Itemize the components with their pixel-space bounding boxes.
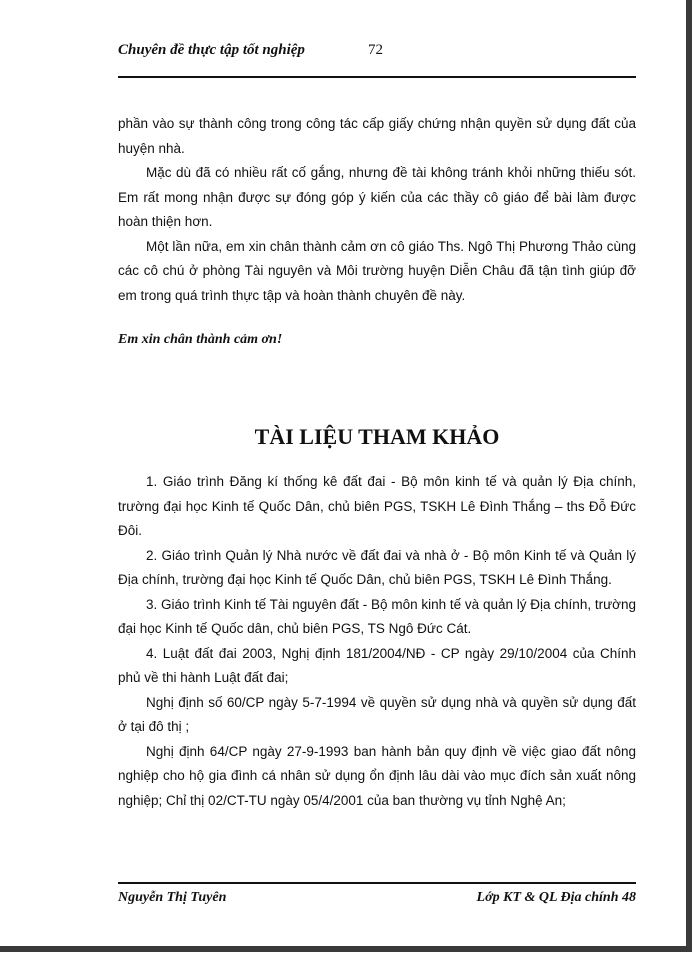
references-list — [118, 470, 636, 813]
intro-text — [118, 112, 636, 308]
reference-item: 2. Giáo trình Quản lý Nhà nước về đất đai và nhà ở - Bộ môn Kinh tế và Quản lý Địa chính, trường đại học Kinh tế Quốc Dân, chủ biên PGS, TSKH Lê Đình Thắng. — [118, 547, 636, 587]
page-footer — [118, 882, 636, 905]
references-title: TÀI LIỆU THAM KHẢO — [254, 424, 500, 449]
reference-item: 4. Luật đất đai 2003, Nghị định 181/2004/NĐ - CP ngày 29/10/2004 của Chính phủ về thi hành Luật đất đai; — [118, 645, 636, 685]
intro-paragraph: Một lần nữa, em xin chân thành cảm ơn cô giáo Ths. Ngô Thị Phương Thảo cùng các cô chú ở phòng Tài nguyên và Môi trường huyện Diễn Châu đã tận tình giúp đỡ em trong quá trình thực tập và hoàn thành chuyên đề này. — [118, 238, 636, 303]
reference-item: Nghị định số 60/CP ngày 5-7-1994 về quyền sử dụng nhà và quyền sử dụng đất ở tại đô thị ; — [118, 694, 636, 734]
intro-paragraph: phần vào sự thành công trong công tác cấp giấy chứng nhận quyền sử dụng đất của huyện nhà. — [118, 116, 636, 156]
page-number: 72 — [368, 42, 383, 58]
reference-item: 1. Giáo trình Đăng kí thống kê đất đai - Bộ môn kinh tế và quản lý Địa chính, trường đại học Kinh tế Quốc Dân, chủ biên PGS, TSKH Lê Đình Thắng – ths Đỗ Đức Đôi. — [118, 474, 636, 538]
page-header — [118, 40, 636, 78]
closing-thanks: Em xin chân thành cảm ơn! — [118, 332, 283, 347]
reference-item: Nghị định 64/CP ngày 27-9-1993 ban hành bản quy định về việc giao đất nông nghiệp cho hộ gia đình cá nhân sử dụng ổn định lâu dài vào mục đích sản xuất nông nghiệp; Chỉ thị 02/CT-TU ngày 05/4/2001 của ban thường vụ tỉnh Nghệ An; — [118, 743, 636, 808]
footer-class: Lớp KT & QL Địa chính 48 — [476, 890, 636, 905]
footer-author: Nguyễn Thị Tuyên — [118, 890, 227, 905]
intro-paragraph: Mặc dù đã có nhiều rất cố gắng, nhưng đề tài không tránh khỏi những thiếu sót. Em rất mong nhận được sự đóng góp ý kiến của các thầy cô giáo để bài làm được hoàn thiện hơn. — [118, 165, 636, 229]
header-title: Chuyên đề thực tập tốt nghiệp — [118, 42, 305, 58]
reference-item: 3. Giáo trình Kinh tế Tài nguyên đất - Bộ môn kinh tế và quản lý Địa chính, trường đại học Kinh tế Quốc dân, chủ biên PGS, TS Ngô Đức Cát. — [118, 596, 636, 636]
